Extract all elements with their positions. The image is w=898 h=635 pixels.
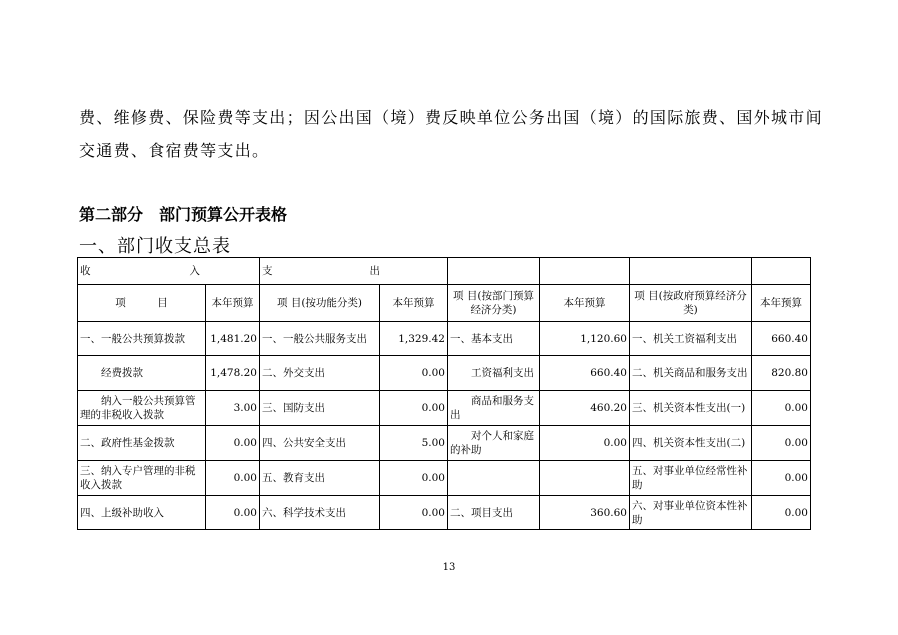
dept-econ-value [540, 461, 630, 496]
col-header: 项 目 [78, 285, 206, 322]
income-value: 0.00 [206, 426, 260, 461]
expense-header-b: 出 [369, 265, 380, 277]
function-value: 0.00 [380, 461, 448, 496]
function-value: 1,329.42 [380, 322, 448, 356]
gov-econ-item: 四、机关资本性支出(二) [630, 426, 752, 461]
function-item: 三、国防支出 [260, 391, 380, 426]
gov-econ-item: 一、机关工资福利支出 [630, 322, 752, 356]
function-value: 0.00 [380, 496, 448, 530]
col-header: 本年预算 [752, 285, 811, 322]
table-row [78, 461, 811, 496]
income-item: 三、纳入专户管理的非税收入拨款 [78, 461, 206, 496]
income-item: 纳入一般公共预算管理的非税收入拨款 [78, 391, 206, 426]
dept-econ-item: 商品和服务支出 [448, 391, 540, 426]
col-header: 本年预算 [540, 285, 630, 322]
col-header: 项 目(按功能分类) [260, 285, 380, 322]
income-header-a: 收 [80, 265, 91, 277]
function-value: 5.00 [380, 426, 448, 461]
body-paragraph: 费、维修费、保险费等支出；因公出国（境）费反映单位公务出国（境）的国际旅费、国外城市间交通费、食宿费等支出。 [79, 108, 823, 160]
expense-header-a: 支 [262, 265, 273, 277]
dept-econ-value: 360.60 [540, 496, 630, 530]
gov-econ-value: 0.00 [752, 391, 811, 426]
income-header-b: 入 [189, 265, 200, 277]
table-row [78, 391, 811, 426]
col-header: 本年预算 [380, 285, 448, 322]
header-blank-cell [630, 258, 752, 285]
income-value: 1,478.20 [206, 356, 260, 391]
gov-econ-value: 0.00 [752, 426, 811, 461]
table-title: 一、部门收支总表 [79, 236, 231, 257]
gov-econ-item: 三、机关资本性支出(一) [630, 391, 752, 426]
function-item: 四、公共安全支出 [260, 426, 380, 461]
table-row [78, 356, 811, 391]
col-header: 项 目(按部门预算经济分类) [448, 285, 540, 322]
header-blank-cell [752, 258, 811, 285]
dept-econ-item: 工资福利支出 [448, 356, 540, 391]
income-item: 四、上级补助收入 [78, 496, 206, 530]
function-item: 五、教育支出 [260, 461, 380, 496]
page-number: 13 [442, 562, 456, 573]
income-value: 1,481.20 [206, 322, 260, 356]
income-value: 0.00 [206, 496, 260, 530]
dept-econ-value: 0.00 [540, 426, 630, 461]
section-title: 第二部分 部门预算公开表格 [79, 205, 288, 224]
dept-econ-value: 1,120.60 [540, 322, 630, 356]
income-value: 0.00 [206, 461, 260, 496]
gov-econ-item: 五、对事业单位经常性补助 [630, 461, 752, 496]
gov-econ-value: 0.00 [752, 461, 811, 496]
header-blank-cell [540, 258, 630, 285]
gov-econ-value: 0.00 [752, 496, 811, 530]
expense-header-cell [260, 258, 448, 285]
income-value: 3.00 [206, 391, 260, 426]
gov-econ-item: 二、机关商品和服务支出 [630, 356, 752, 391]
table-row [78, 322, 811, 356]
gov-econ-item: 六、对事业单位资本性补助 [630, 496, 752, 530]
table-row [78, 496, 811, 530]
col-header: 项 目(按政府预算经济分类) [630, 285, 752, 322]
table-row [78, 426, 811, 461]
income-item: 一、一般公共预算拨款 [78, 322, 206, 356]
header-blank-cell [448, 258, 540, 285]
col-header: 本年预算 [206, 285, 260, 322]
function-item: 六、科学技术支出 [260, 496, 380, 530]
gov-econ-value: 820.80 [752, 356, 811, 391]
function-value: 0.00 [380, 356, 448, 391]
dept-econ-item: 对个人和家庭的补助 [448, 426, 540, 461]
income-item: 经费拨款 [78, 356, 206, 391]
table-header-row-group [78, 258, 811, 285]
column-header-row [78, 285, 811, 322]
dept-econ-value: 460.20 [540, 391, 630, 426]
function-value: 0.00 [380, 391, 448, 426]
budget-summary-table [77, 257, 811, 530]
dept-econ-item [448, 461, 540, 496]
income-item: 二、政府性基金拨款 [78, 426, 206, 461]
dept-econ-item: 二、项目支出 [448, 496, 540, 530]
function-item: 二、外交支出 [260, 356, 380, 391]
dept-econ-item: 一、基本支出 [448, 322, 540, 356]
function-item: 一、一般公共服务支出 [260, 322, 380, 356]
income-header-cell [78, 258, 260, 285]
gov-econ-value: 660.40 [752, 322, 811, 356]
dept-econ-value: 660.40 [540, 356, 630, 391]
